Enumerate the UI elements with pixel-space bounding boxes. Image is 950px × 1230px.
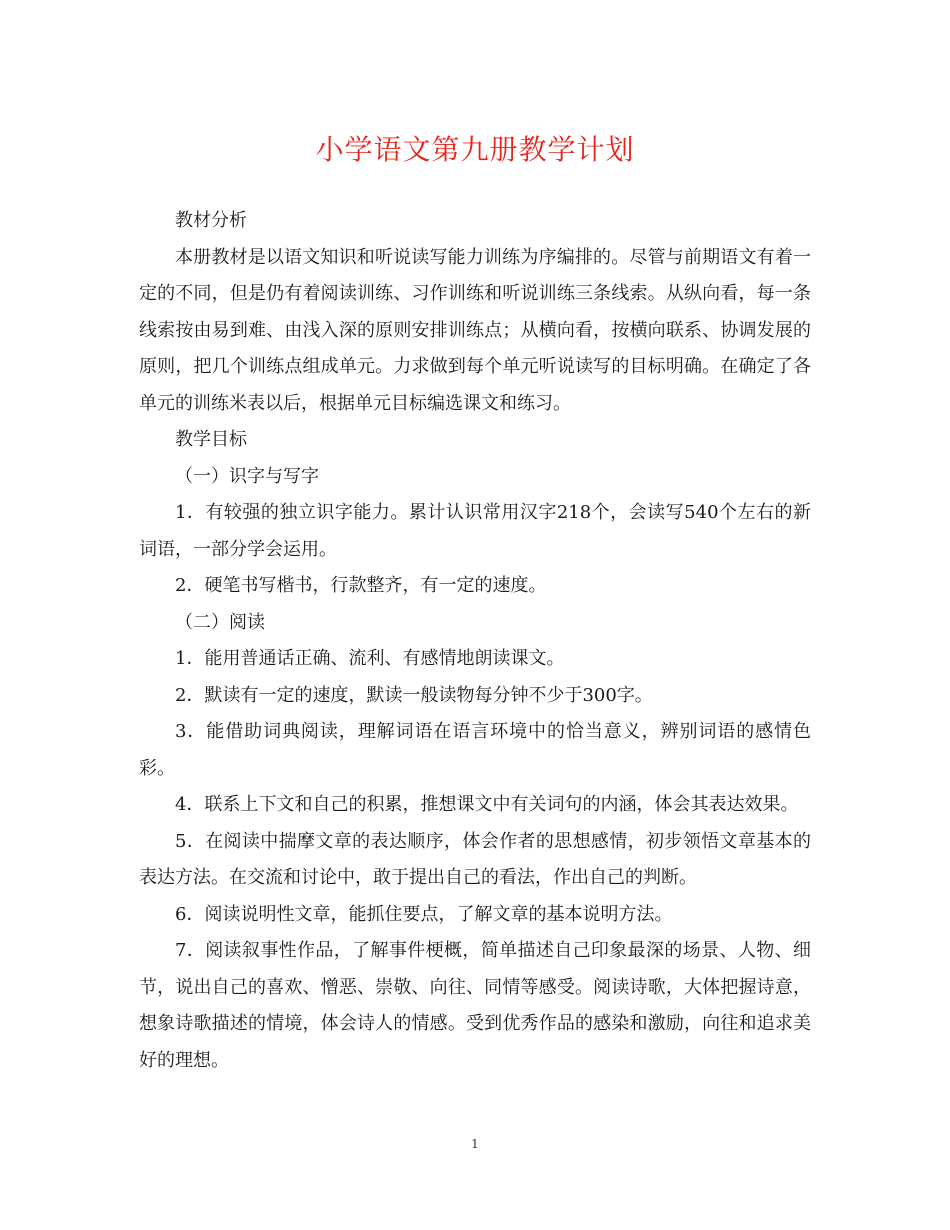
list-item: 2．硬笔书写楷书，行款整齐，有一定的速度。	[175, 575, 547, 596]
list-item: 7．阅读叙事性作品，了解事件梗概，简单描述自己印象最深的场景、人物、细节，说出自己的喜欢、憎恶、崇敬、向往、同情等感受。阅读诗歌，大体把握诗意，想象诗歌描述的情境，体会诗人的情感。受到优秀作品的感染和激励，向往和追求美好的理想。	[139, 940, 811, 1071]
list-item: 4．联系上下文和自己的积累，推想课文中有关词句的内涵，体会其表达效果。	[175, 794, 799, 815]
section-heading-textbook-analysis: 教材分析	[175, 210, 247, 231]
subheading-reading: （二）阅读	[175, 611, 265, 633]
list-item: 1．有较强的独立识字能力。累计认识常用汉字218个，会读写540个左右的新词语，一部分学会运用。	[139, 502, 811, 560]
list-item: 2．默读有一定的速度，默读一般读物每分钟不少于300字。	[175, 684, 653, 706]
section-heading-teaching-goals: 教学目标	[175, 429, 247, 450]
page-title: 小学语文第九册教学计划	[315, 133, 635, 166]
list-item: 1．能用普通话正确、流利、有感情地朗读课文。	[175, 648, 565, 669]
list-item: 3．能借助词典阅读，理解词语在语言环境中的恰当意义，辨别词语的感情色彩。	[139, 721, 811, 779]
subheading-literacy-writing: （一）识字与写字	[175, 465, 319, 487]
list-item: 6．阅读说明性文章，能抓住要点，了解文章的基本说明方法。	[175, 903, 673, 925]
paragraph-textbook-analysis: 本册教材是以语文知识和听说读写能力训练为序编排的。尽管与前期语文有着一定的不同，但是仍有着阅读训练、习作训练和听说训练三条线索。从纵向看，每一条线索按由易到难、由浅入深的原则安排训练点；从横向看，按横向联系、协调发展的原则，把几个训练点组成单元。力求做到每个单元听说读写的目标明确。在确定了各单元的训练米表以后，根据单元目标编选课文和练习。	[139, 246, 811, 414]
body-text	[139, 203, 811, 1079]
page-number: 1	[471, 1137, 479, 1151]
list-item: 5．在阅读中揣摩文章的表达顺序，体会作者的思想感情，初步领悟文章基本的表达方法。在交流和讨论中，敢于提出自己的看法，作出自己的判断。	[139, 830, 811, 888]
